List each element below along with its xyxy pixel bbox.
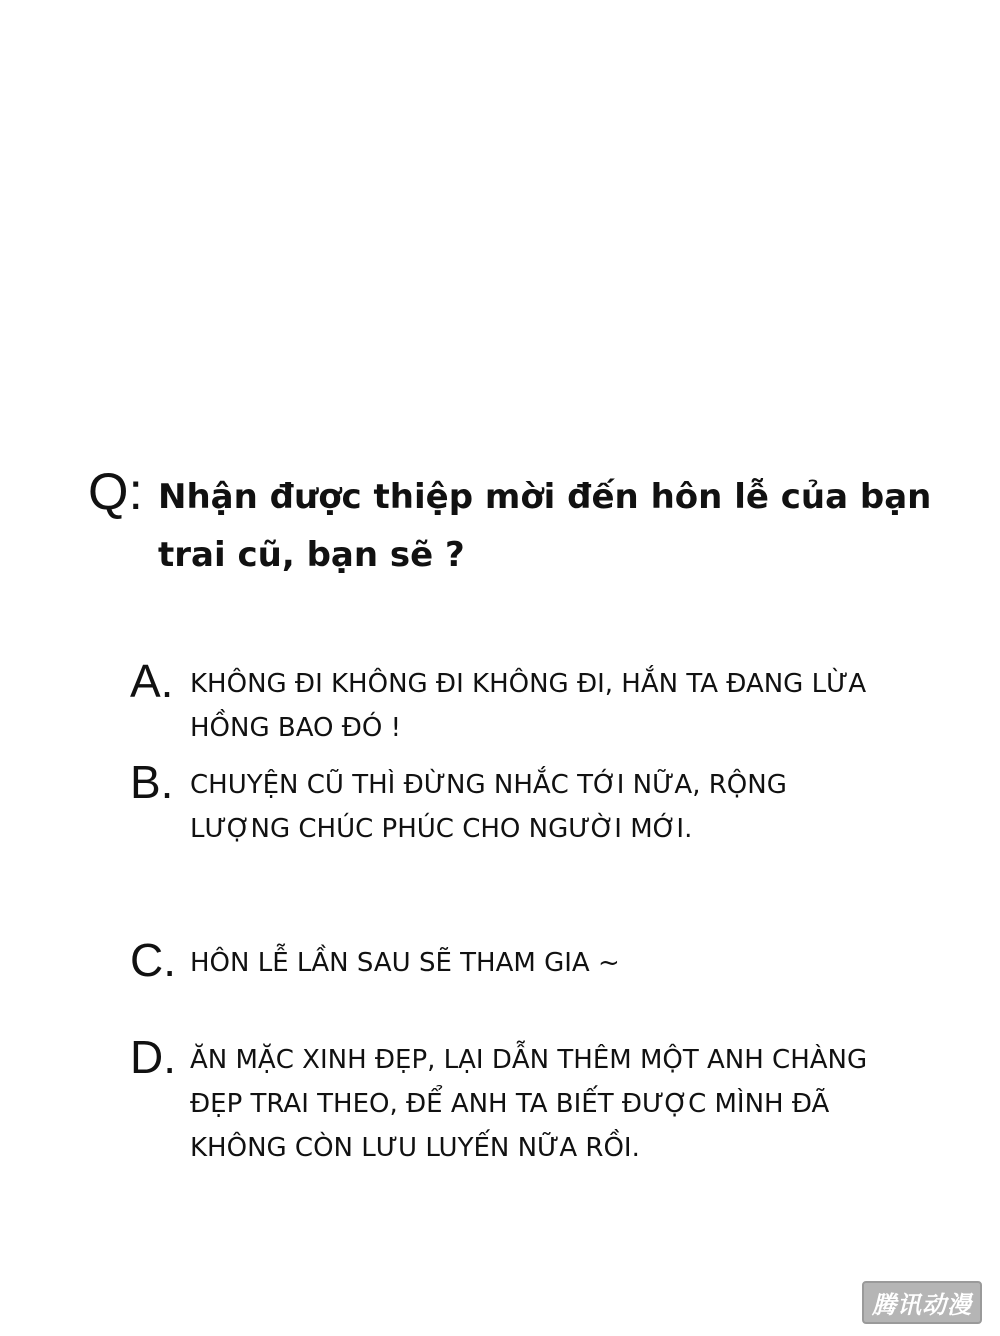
watermark-logo: 腾讯动漫: [862, 1281, 982, 1324]
option-text: ĂN MẶC XINH ĐẸP, LẠI DẪN THÊM MỘT ANH CHÀNG ĐẸP TRAI THEO, ĐỂ ANH TA BIẾT ĐƯỢC MÌNH ĐÃ KHÔNG CÒN LƯU LUYẾN NỮA RỒI.: [190, 1045, 868, 1163]
option-text: CHUYỆN CŨ THÌ ĐỪNG NHẮC TỚI NỮA, RỘNG LƯỢNG CHÚC PHÚC CHO NGƯỜI MỚI.: [190, 770, 787, 844]
option-text: HÔN LỄ LẦN SAU SẼ THAM GIA ~: [190, 948, 620, 978]
option-text: KHÔNG ĐI KHÔNG ĐI KHÔNG ĐI, HẮN TA ĐANG LỪA HỒNG BAO ĐÓ !: [190, 669, 867, 743]
question-text: Nhận được thiệp mời đến hôn lễ của bạn trai cũ, bạn sẽ ?: [158, 477, 932, 575]
option-letter: B.: [130, 756, 174, 808]
option-letter: D.: [130, 1031, 176, 1083]
option-letter: A.: [130, 655, 174, 707]
question-label: Q:: [88, 463, 143, 521]
option-letter: C.: [130, 934, 176, 986]
